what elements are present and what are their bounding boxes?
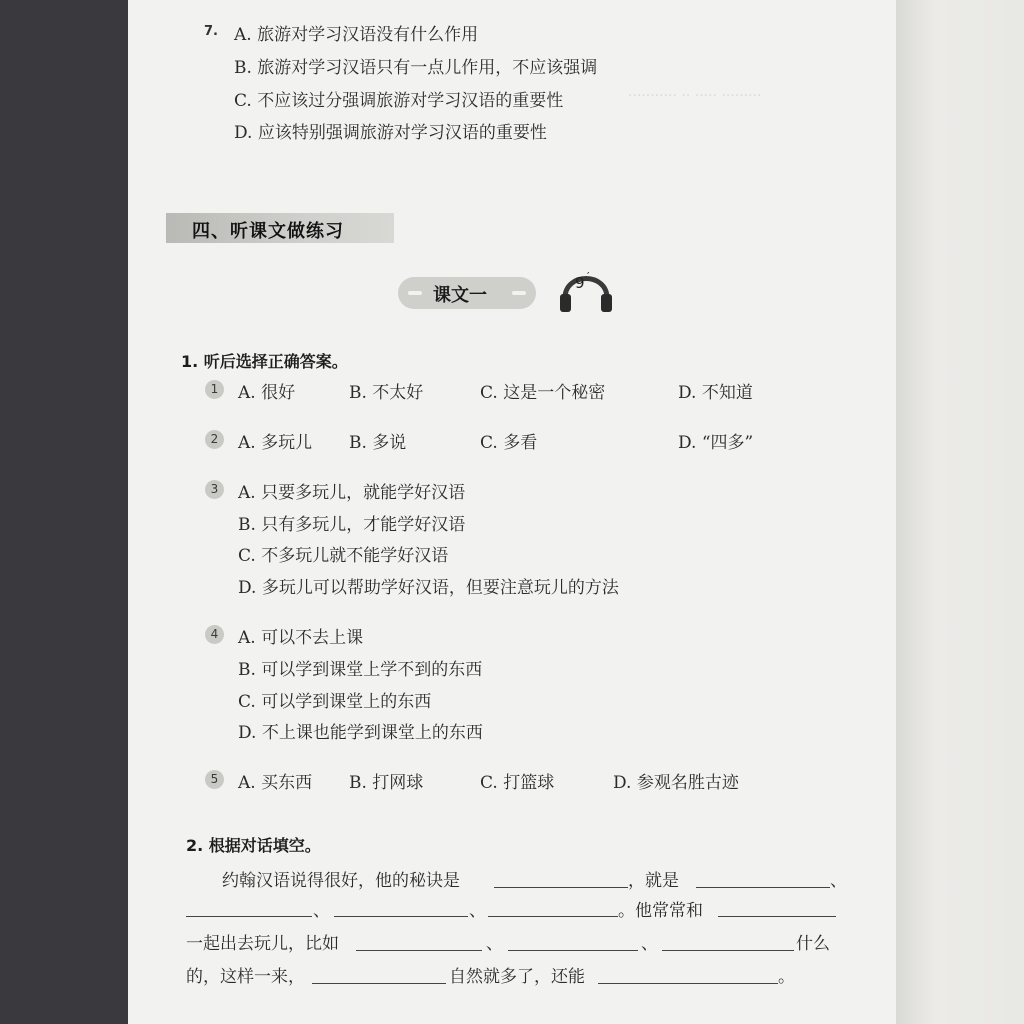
q5-option-a: A. 买东西 <box>238 773 313 793</box>
q4-number: 4 <box>205 625 224 644</box>
q1-number: 1 <box>205 380 224 399</box>
fill-line1-text: 约翰汉语说得很好，他的秘诀是 <box>222 871 460 891</box>
q3-option-c: C. 不多玩儿就不能学好汉语 <box>238 546 449 566</box>
lesson-title: 课文一 <box>433 285 487 306</box>
q5-option-c: C. 打篮球 <box>480 773 555 793</box>
fill-line2-end: 。他常常和 <box>618 901 703 921</box>
blank-1[interactable] <box>494 887 628 888</box>
q4-option-d: D. 不上课也能学到课堂上的东西 <box>238 723 483 743</box>
fill-line4-start: 的，这样一来， <box>186 967 305 987</box>
q3-option-d: D. 多玩儿可以帮助学好汉语，但要注意玩儿的方法 <box>238 578 619 598</box>
q5-option-b: B. 打网球 <box>349 773 424 793</box>
q7-option-d: D. 应该特别强调旅游对学习汉语的重要性 <box>234 123 547 143</box>
section-title: 四、听课文做练习 <box>192 221 344 242</box>
blank-8[interactable] <box>508 950 638 951</box>
q4-option-a: A. 可以不去上课 <box>238 628 364 648</box>
q7-number: 7. <box>204 24 218 39</box>
blank-11[interactable] <box>598 983 778 984</box>
fill-line3-end: 什么 <box>796 934 830 954</box>
blank-4[interactable] <box>334 916 468 917</box>
q1-option-d: D. 不知道 <box>678 383 753 403</box>
fill-line3-start: 一起出去玩儿，比如 <box>186 934 339 954</box>
comma-4: 、 <box>486 934 503 954</box>
headphones-icon <box>557 262 615 316</box>
blank-7[interactable] <box>356 950 482 951</box>
part1-heading: 1. 听后选择正确答案。 <box>181 352 348 371</box>
comma-1: 、 <box>830 871 847 891</box>
q4-option-c: C. 可以学到课堂上的东西 <box>238 692 432 712</box>
q2-option-c: C. 多看 <box>480 433 538 453</box>
q5-option-d: D. 参观名胜古迹 <box>613 773 739 793</box>
blank-5[interactable] <box>488 916 618 917</box>
track-prime: ′ <box>587 270 590 283</box>
part2-heading: 2. 根据对话填空。 <box>186 836 321 855</box>
q7-option-c: C. 不应该过分强调旅游对学习汉语的重要性 <box>234 91 564 111</box>
q2-option-d: D. “四多” <box>678 433 754 453</box>
comma-3: 、 <box>469 901 486 921</box>
q2-option-a: A. 多玩儿 <box>238 433 313 453</box>
period-end: 。 <box>778 967 795 987</box>
q3-option-a: A. 只要多玩儿，就能学好汉语 <box>238 483 466 503</box>
blank-3[interactable] <box>186 916 312 917</box>
q1-option-c: C. 这是一个秘密 <box>480 383 606 403</box>
q7-option-a: A. 旅游对学习汉语没有什么作用 <box>234 25 479 45</box>
comma-5: 、 <box>641 934 658 954</box>
adjacent-page-edge <box>896 0 1024 1024</box>
comma-2: 、 <box>313 901 330 921</box>
q4-option-b: B. 可以学到课堂上学不到的东西 <box>238 660 483 680</box>
bleed-through-text: ··········· ·· ····· ········· <box>628 88 762 104</box>
track-number: 9 <box>575 274 585 292</box>
q2-option-b: B. 多说 <box>349 433 407 453</box>
q3-number: 3 <box>205 480 224 499</box>
q1-option-a: A. 很好 <box>238 383 296 403</box>
blank-10[interactable] <box>312 983 446 984</box>
blank-2[interactable] <box>696 887 830 888</box>
lesson-pill <box>398 277 536 309</box>
q2-number: 2 <box>205 430 224 449</box>
fill-line1-jiushi: ，就是 <box>628 871 679 891</box>
q1-option-b: B. 不太好 <box>349 383 424 403</box>
fill-line4-mid: 自然就多了，还能 <box>449 967 585 987</box>
blank-6[interactable] <box>718 916 836 917</box>
q7-option-b: B. 旅游对学习汉语只有一点儿作用，不应该强调 <box>234 58 598 78</box>
blank-9[interactable] <box>662 950 794 951</box>
q3-option-b: B. 只有多玩儿，才能学好汉语 <box>238 515 466 535</box>
section-banner <box>166 213 394 243</box>
q5-number: 5 <box>205 770 224 789</box>
